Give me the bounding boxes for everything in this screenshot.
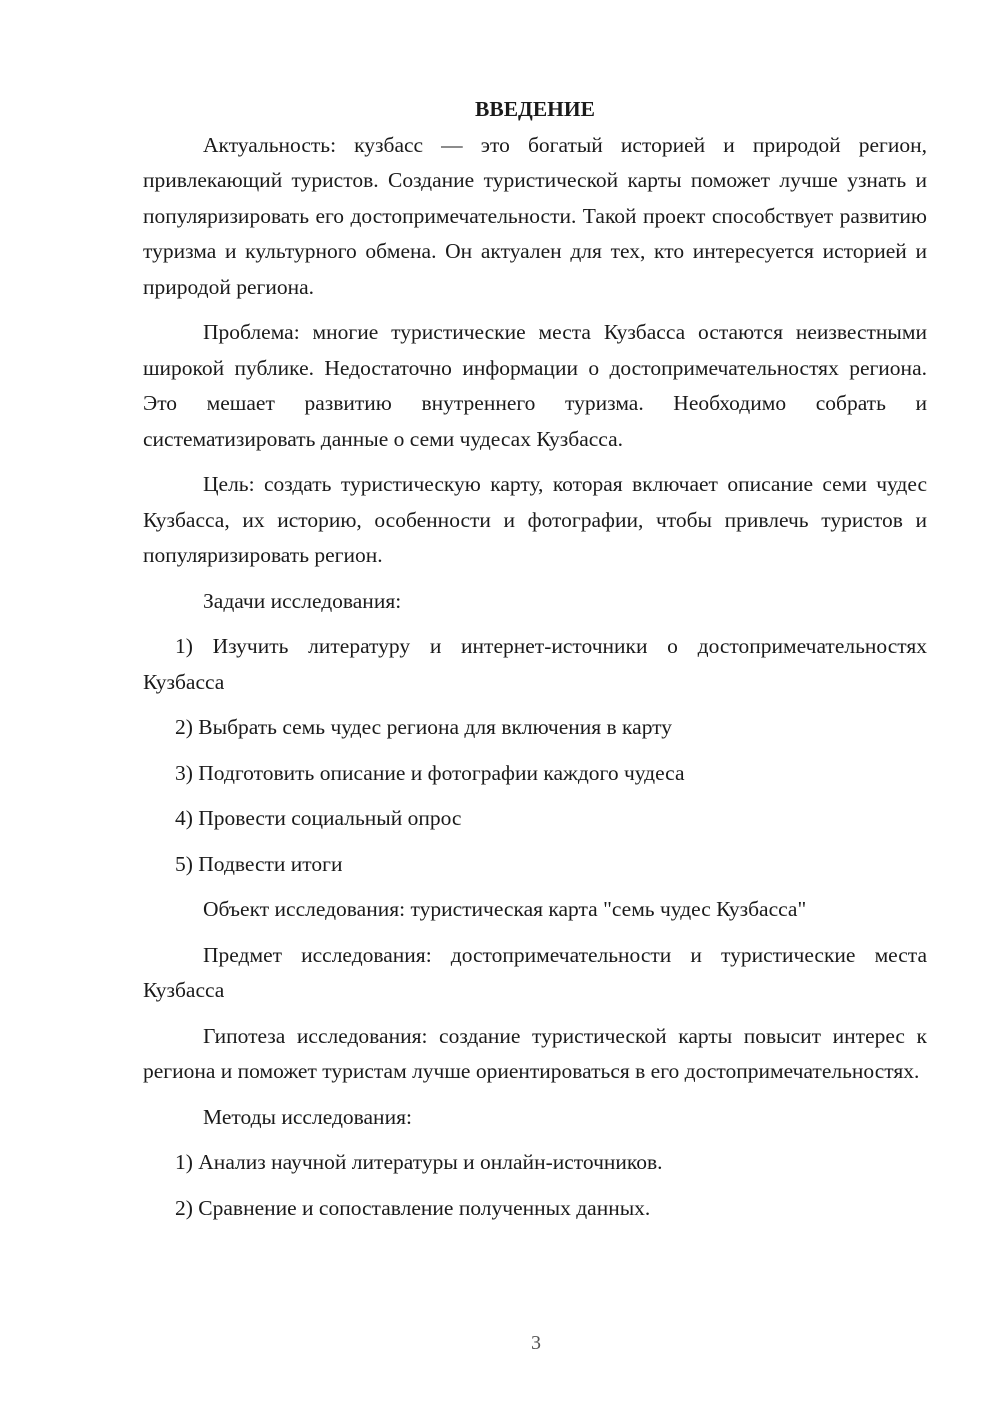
tasks-heading: Задачи исследования: (203, 588, 402, 613)
paragraph-relevance: Актуальность: кузбасс — это богатый историей и природой регион, привлекающий туристов. Создание туристической карты поможет лучше узнать и популяризировать его достопримечательности. Такой проект способствует развитию туризма и культурного обмена. Он актуален для тех, кто интересуется историей и природой региона. (143, 132, 927, 299)
paragraph-object: Объект исследования: туристическая карта "семь чудес Кузбасса" (203, 897, 807, 921)
methods-heading: Методы исследования: (203, 1104, 412, 1129)
page-number: 3 (531, 1332, 541, 1354)
task-item-2: 2) Выбрать семь чудес региона для включения в карту (175, 715, 673, 739)
paragraph-subject: Предмет исследования: достопримечательности и туристические места Кузбасса (143, 942, 927, 1002)
method-item-2: 2) Сравнение и сопоставление полученных данных. (175, 1195, 651, 1220)
paragraph-goal: Цель: создать туристическую карту, которая включает описание семи чудес Кузбасса, их историю, особенности и фотографии, чтобы привлечь туристов и популяризировать регион. (143, 472, 927, 567)
task-item-1: 1) Изучить литературу и интернет-источники о достопримечательностях Кузбасса (143, 634, 927, 694)
task-item-4: 4) Провести социальный опрос (175, 806, 462, 830)
method-item-1: 1) Анализ научной литературы и онлайн-источников. (175, 1150, 663, 1174)
task-item-3: 3) Подготовить описание и фотографии каждого чудеса (175, 760, 685, 785)
page-title: ВВЕДЕНИЕ (475, 97, 595, 121)
paragraph-hypothesis: Гипотеза исследования: создание туристической карты повысит интерес к региона и поможет туристам лучше ориентироваться в его достопримечательностях. (143, 1023, 927, 1083)
task-item-5: 5) Подвести итоги (175, 851, 343, 876)
document-page (143, 92, 927, 1236)
paragraph-problem: Проблема: многие туристические места Кузбасса остаются неизвестными широкой публике. Недостаточно информации о достопримечательностях региона. Это мешает развитию внутреннего туризма. Необходимо собрать и систематизировать данные о семи чудесах Кузбасса. (143, 320, 927, 451)
